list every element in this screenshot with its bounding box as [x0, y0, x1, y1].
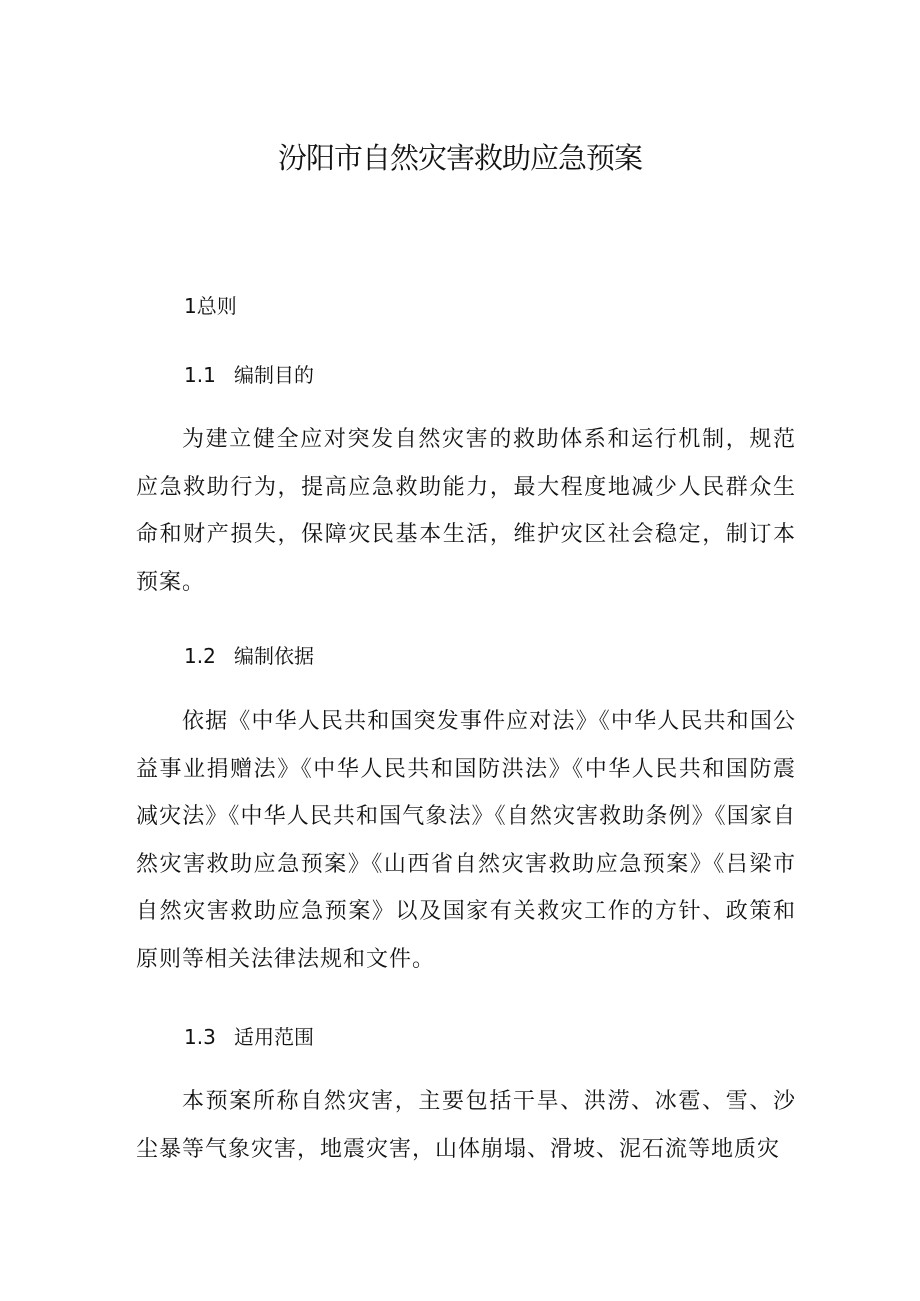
section-number: 1.2 [184, 644, 216, 668]
paragraph-purpose: 为建立健全应对突发自然灾害的救助体系和运行机制，规范应急救助行为，提高应急救助能力，最大程度地减少人民群众生命和财产损失，保障灾民基本生活，维护灾区社会稳定，制订本预案。 [136, 427, 796, 595]
section-label: 适用范围 [234, 1025, 314, 1049]
section-heading-scope [184, 1023, 314, 1051]
section-heading-purpose [184, 361, 314, 389]
section-heading-basis [184, 642, 314, 670]
section-heading-general [184, 292, 237, 320]
section-label: 编制目的 [234, 363, 314, 387]
paragraph-scope: 本预案所称自然灾害，主要包括干旱、洪涝、冰雹、雪、沙尘暴等气象灾害，地震灾害，山体崩塌、滑坡、泥石流等地质灾 [136, 1089, 796, 1162]
document-title: 汾阳市自然灾害救助应急预案 [277, 141, 642, 175]
section-number: 1 [184, 294, 197, 318]
paragraph-basis: 依据《中华人民共和国突发事件应对法》《中华人民共和国公益事业捐赠法》《中华人民共和国防洪法》《中华人民共和国防震减灾法》《中华人民共和国气象法》《自然灾害救助条例》《国家自然灾害救助应急预案》《山西省自然灾害救助应急预案》《吕梁市自然灾害救助应急预案》以及国家有关救灾工作的方针、政策和原则等相关法律法规和文件。 [136, 709, 796, 972]
section-label: 编制依据 [234, 644, 314, 668]
section-label: 总则 [196, 294, 237, 318]
section-number: 1.1 [184, 363, 216, 387]
section-number: 1.3 [184, 1025, 216, 1049]
